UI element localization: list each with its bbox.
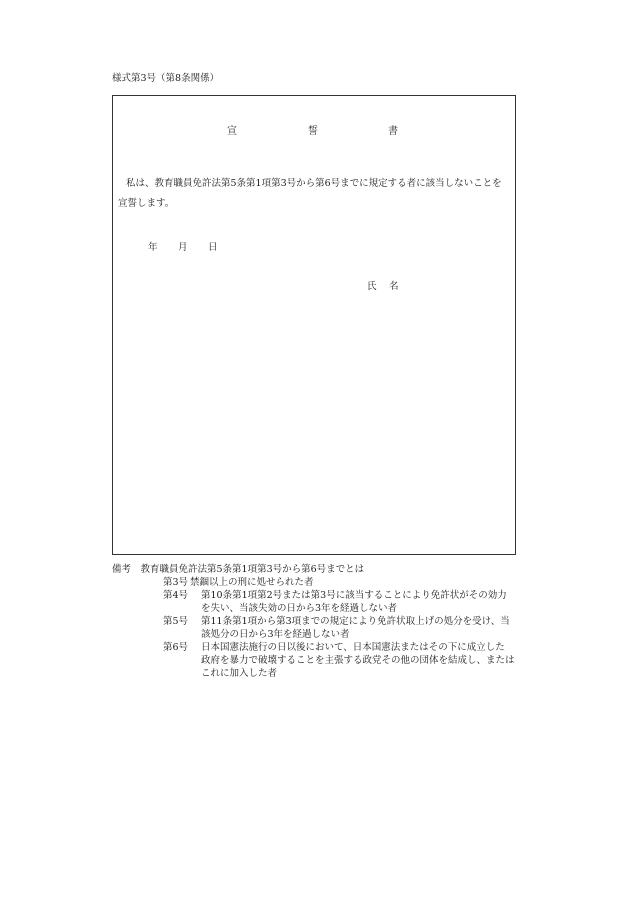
note-number: 第4号 bbox=[163, 590, 189, 601]
date-year-label: 年 bbox=[148, 242, 158, 253]
note-line: 該処分の日から3年を経過しない者 bbox=[201, 629, 350, 640]
note-item bbox=[112, 641, 522, 680]
name-label-char: 名 bbox=[389, 281, 399, 292]
note-item bbox=[112, 576, 522, 589]
note-line: これに加入した者 bbox=[201, 668, 278, 679]
note-line: を失い、当該失効の日から3年を経過しない者 bbox=[201, 603, 398, 614]
form-label: 様式第3号（第8条関係） bbox=[112, 73, 220, 84]
date-month-label: 月 bbox=[178, 242, 188, 253]
title-char: 誓 bbox=[308, 126, 318, 137]
declaration-frame bbox=[112, 95, 516, 555]
note-line: 日本国憲法施行の日以後において、日本国憲法またはその下に成立した bbox=[201, 642, 505, 653]
note-item bbox=[112, 589, 522, 615]
note-line: 第11条第1項から第3項までの規定により免許状取上げの処分を受け、当 bbox=[201, 616, 510, 627]
note-number: 第5号 bbox=[163, 616, 189, 627]
name-label-char: 氏 bbox=[367, 281, 377, 292]
note-number: 第3号 bbox=[163, 577, 189, 588]
notes-section bbox=[112, 563, 522, 680]
note-line: 第10条第1項第2号または第3号に該当することにより免許状がその効力 bbox=[201, 590, 507, 601]
title-char: 書 bbox=[388, 126, 398, 137]
oath-statement bbox=[118, 174, 514, 214]
oath-line: 宣誓します。 bbox=[118, 198, 175, 209]
title-char: 宣 bbox=[227, 126, 237, 137]
date-day-label: 日 bbox=[208, 242, 218, 253]
note-line: 政府を暴力で破壊することを主張する政党その他の団体を結成し、または bbox=[201, 655, 515, 666]
note-line: 禁錮以上の刑に処せられた者 bbox=[190, 577, 314, 588]
note-number: 第6号 bbox=[163, 642, 189, 653]
note-item bbox=[112, 615, 522, 641]
oath-line: 私は、教育職員免許法第5条第1項第3号から第6号までに規定する者に該当しないことを bbox=[126, 178, 502, 189]
notes-heading: 備考 教育職員免許法第5条第1項第3号から第6号までとは bbox=[112, 564, 365, 575]
